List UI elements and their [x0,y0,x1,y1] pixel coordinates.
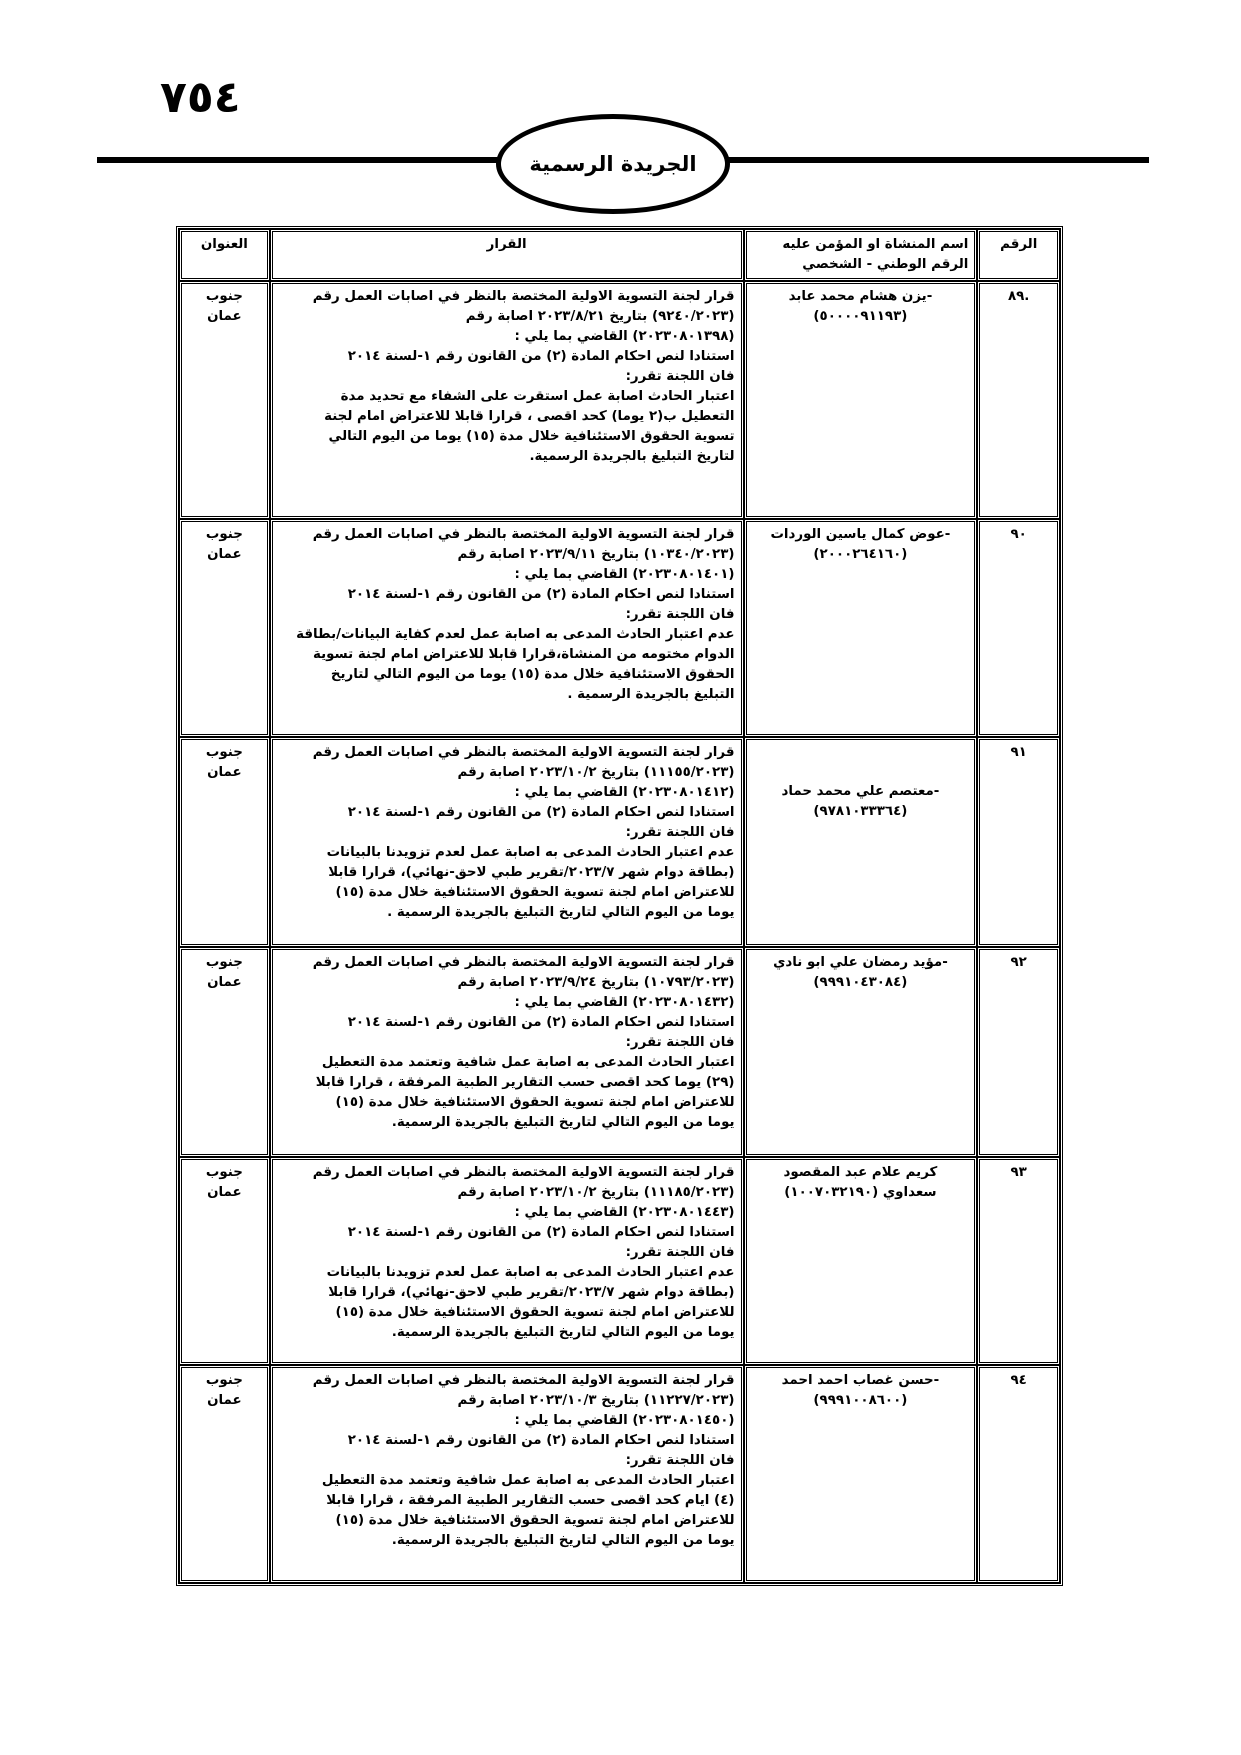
decision-line: (١١٢٢٧/٢٠٢٣) بتاريخ ٢٠٢٣/١٠/٣ اصابة رقم [457,1393,735,1408]
decision-line: عدم اعتبار الحادث المدعى به اصابة عمل لعدم تزويدنا بالبيانات [326,1265,735,1280]
decision-line: (٢٠٢٣٠٨٠١٤٠١) القاضي بما يلي : [514,567,735,582]
decision-line: التبليغ بالجريدة الرسمية . [567,687,735,702]
row-decision [270,519,744,737]
row-address [179,1157,270,1365]
decision-line: فان اللجنة تقرر: [625,1453,735,1468]
header-address: العنوان [179,229,270,281]
row-number: ٩٠ [977,519,1060,737]
address-line: عمان [207,975,242,990]
address-line: عمان [207,765,242,780]
decision-line: (١١١٥٥/٢٠٢٣) بتاريخ ٢٠٢٣/١٠/٢ اصابة رقم [457,765,735,780]
decision-line: فان اللجنة تقرر: [625,607,735,622]
insured-name-line: -معتصم علي محمد حماد [781,784,940,799]
decision-line: استنادا لنص احكام المادة (٢) من القانون رقم ١-لسنة ٢٠١٤ [347,349,735,364]
decision-line: (٢٠٢٣٠٨٠١٤٣٢) القاضي بما يلي : [514,995,735,1010]
insured-national-id: (٩٩٩١٠٤٣٠٨٤) [813,975,908,990]
row-address [179,281,270,519]
decision-line: (٩٢٤٠/٢٠٢٣) بتاريخ ٢٠٢٣/٨/٢١ اصابة رقم [465,309,735,324]
decision-line: قرار لجنة التسوية الاولية المختصة بالنظر في اصابات العمل رقم [312,745,735,760]
decision-line: استنادا لنص احكام المادة (٢) من القانون رقم ١-لسنة ٢٠١٤ [347,1015,735,1030]
decision-line: يوما من اليوم التالي لتاريخ التبليغ بالجريدة الرسمية. [391,1115,735,1130]
row-decision [270,947,744,1157]
row-decision [270,1157,744,1365]
decision-line: فان اللجنة تقرر: [625,369,735,384]
address-line: جنوب [205,745,243,760]
row-address [179,519,270,737]
row-number: ٩٣ [977,1157,1060,1365]
decision-line: يوما من اليوم التالي لتاريخ التبليغ بالجريدة الرسمية . [387,905,735,920]
decision-line: استنادا لنص احكام المادة (٢) من القانون رقم ١-لسنة ٢٠١٤ [347,587,735,602]
decision-line: (٢٠٢٣٠٨٠١٣٩٨) القاضي بما يلي : [514,329,735,344]
decision-line: قرار لجنة التسوية الاولية المختصة بالنظر في اصابات العمل رقم [312,527,735,542]
decision-line: عدم اعتبار الحادث المدعى به اصابة عمل لعدم كفاية البيانات/بطاقة [296,627,735,642]
decision-line: اعتبار الحادث المدعى به اصابة عمل شافية وتعتمد مدة التعطيل [321,1055,735,1070]
decision-line: للاعتراض امام لجنة تسوية الحقوق الاستئنافية خلال مدة (١٥) [335,1305,735,1320]
table-row [179,1365,1060,1583]
decision-line: قرار لجنة التسوية الاولية المختصة بالنظر في اصابات العمل رقم [312,289,735,304]
row-address [179,1365,270,1583]
decision-line: (٢٠٢٣٠٨٠١٤١٢) القاضي بما يلي : [514,785,735,800]
decision-line: استنادا لنص احكام المادة (٢) من القانون رقم ١-لسنة ٢٠١٤ [347,805,735,820]
decision-line: للاعتراض امام لجنة تسوية الحقوق الاستئنافية خلال مدة (١٥) [335,885,735,900]
decision-line: اعتبار الحادث اصابة عمل استقرت على الشفاء مع تحديد مدة [340,389,735,404]
decision-line: للاعتراض امام لجنة تسوية الحقوق الاستئنافية خلال مدة (١٥) [335,1513,735,1528]
address-line: عمان [207,547,242,562]
row-insured-name [744,737,978,947]
address-line: جنوب [205,1373,243,1388]
decision-line: يوما من اليوم التالي لتاريخ التبليغ بالجريدة الرسمية. [391,1533,735,1548]
insured-name-line: كريم علام عبد المقصود [783,1165,938,1180]
address-line: جنوب [205,955,243,970]
decision-line: (١١١٨٥/٢٠٢٣) بتاريخ ٢٠٢٣/١٠/٢ اصابة رقم [457,1185,735,1200]
decision-line: قرار لجنة التسوية الاولية المختصة بالنظر في اصابات العمل رقم [312,1165,735,1180]
row-insured-name [744,1157,978,1365]
address-line: عمان [207,1393,242,1408]
table-row [179,281,1060,519]
row-decision [270,281,744,519]
table-row [179,737,1060,947]
row-insured-name [744,1365,978,1583]
insured-name-line: -يزن هشام محمد عابد [788,289,933,304]
decision-line: اعتبار الحادث المدعى به اصابة عمل شافية وتعتمد مدة التعطيل [321,1473,735,1488]
insured-national-id: (٥٠٠٠٠٩١١٩٣) [813,309,908,324]
row-insured-name [744,947,978,1157]
row-number: ٩٤ [977,1365,1060,1583]
decision-line: (٤) ايام كحد اقصى حسب التقارير الطبية المرفقة ، قرارا قابلا [326,1493,735,1508]
masthead-title: الجريدة الرسمية [529,152,697,176]
header-decision: القرار [270,229,744,281]
decision-line: الدوام مختومه من المنشاة،قرارا قابلا للاعتراض امام لجنة تسوية [312,647,735,662]
masthead-oval [496,114,730,214]
decision-line: الحقوق الاستئنافية خلال مدة (١٥) يوما من اليوم التالي لتاريخ [330,667,735,682]
address-line: جنوب [205,1165,243,1180]
decision-line: لتاريخ التبليغ بالجريدة الرسمية. [529,449,735,464]
address-line: جنوب [205,527,243,542]
insured-national-id: سعداوي (١٠٠٧٠٣٢١٩٠) [784,1185,937,1200]
decisions-table [176,226,1063,1586]
page-number: ٧٥٤ [160,72,241,123]
row-decision [270,737,744,947]
row-number: ٩١ [977,737,1060,947]
row-insured-name [744,281,978,519]
decision-line: للاعتراض امام لجنة تسوية الحقوق الاستئنافية خلال مدة (١٥) [335,1095,735,1110]
row-address [179,737,270,947]
insured-national-id: (٩٧٨١٠٣٣٣٦٤) [813,804,908,819]
decision-line: (١٠٣٤٠/٢٠٢٣) بتاريخ ٢٠٢٣/٩/١١ اصابة رقم [457,547,735,562]
insured-name-line: -عوض كمال ياسين الوردات [770,527,951,542]
address-line: عمان [207,1185,242,1200]
table-row [179,1157,1060,1365]
decision-line: فان اللجنة تقرر: [625,1245,735,1260]
header-name-line2: الرقم الوطني - الشخصي [802,257,969,272]
insured-national-id: (٩٩٩١٠٠٨٦٠٠) [813,1393,908,1408]
table-row [179,947,1060,1157]
decision-line: قرار لجنة التسوية الاولية المختصة بالنظر في اصابات العمل رقم [312,1373,735,1388]
decision-line: استنادا لنص احكام المادة (٢) من القانون رقم ١-لسنة ٢٠١٤ [347,1433,735,1448]
decision-line: (بطاقة دوام شهر ٢٠٢٣/٧/تقرير طبي لاحق-نهائي)، قرارا قابلا [328,865,735,880]
header-name [744,229,978,281]
decision-line: عدم اعتبار الحادث المدعى به اصابة عمل لعدم تزويدنا بالبيانات [326,845,735,860]
decision-line: (٢٠٢٣٠٨٠١٤٥٠) القاضي بما يلي : [514,1413,735,1428]
table-header-row [179,229,1060,281]
row-decision [270,1365,744,1583]
decision-line: (٢٩) يوما كحد اقصى حسب التقارير الطبية المرفقة ، قرارا قابلا [315,1075,735,1090]
address-line: عمان [207,309,242,324]
decision-line: فان اللجنة تقرر: [625,1035,735,1050]
insured-national-id: (٢٠٠٠٢٦٤١٦٠) [813,547,908,562]
row-insured-name [744,519,978,737]
address-line: جنوب [205,289,243,304]
header-number: الرقم [977,229,1060,281]
decision-line: (٢٠٢٣٠٨٠١٤٤٣) القاضي بما يلي : [514,1205,735,1220]
header-name-line1: اسم المنشاة او المؤمن عليه [782,237,969,252]
decision-line: يوما من اليوم التالي لتاريخ التبليغ بالجريدة الرسمية. [391,1325,735,1340]
decisions-table-wrap [176,226,1063,1586]
decision-line: (١٠٧٩٣/٢٠٢٣) بتاريخ ٢٠٢٣/٩/٢٤ اصابة رقم [457,975,735,990]
insured-name-line: -حسن غصاب احمد احمد [781,1373,940,1388]
table-row [179,519,1060,737]
row-number: .٨٩ [977,281,1060,519]
decision-line: التعطيل ب(٢ يوما) كحد اقصى ، قرارا قابلا للاعتراض امام لجنة [324,409,735,424]
decision-line: استنادا لنص احكام المادة (٢) من القانون رقم ١-لسنة ٢٠١٤ [347,1225,735,1240]
row-number: ٩٢ [977,947,1060,1157]
decision-line: فان اللجنة تقرر: [625,825,735,840]
insured-name-line: -مؤيد رمضان علي ابو نادي [773,955,948,970]
row-address [179,947,270,1157]
decision-line: تسوية الحقوق الاستئنافية خلال مدة (١٥) يوما من اليوم التالي [328,429,735,444]
decision-line: قرار لجنة التسوية الاولية المختصة بالنظر في اصابات العمل رقم [312,955,735,970]
decision-line: (بطاقة دوام شهر ٢٠٢٣/٧/تقرير طبي لاحق-نهائي)، قرارا قابلا [328,1285,735,1300]
